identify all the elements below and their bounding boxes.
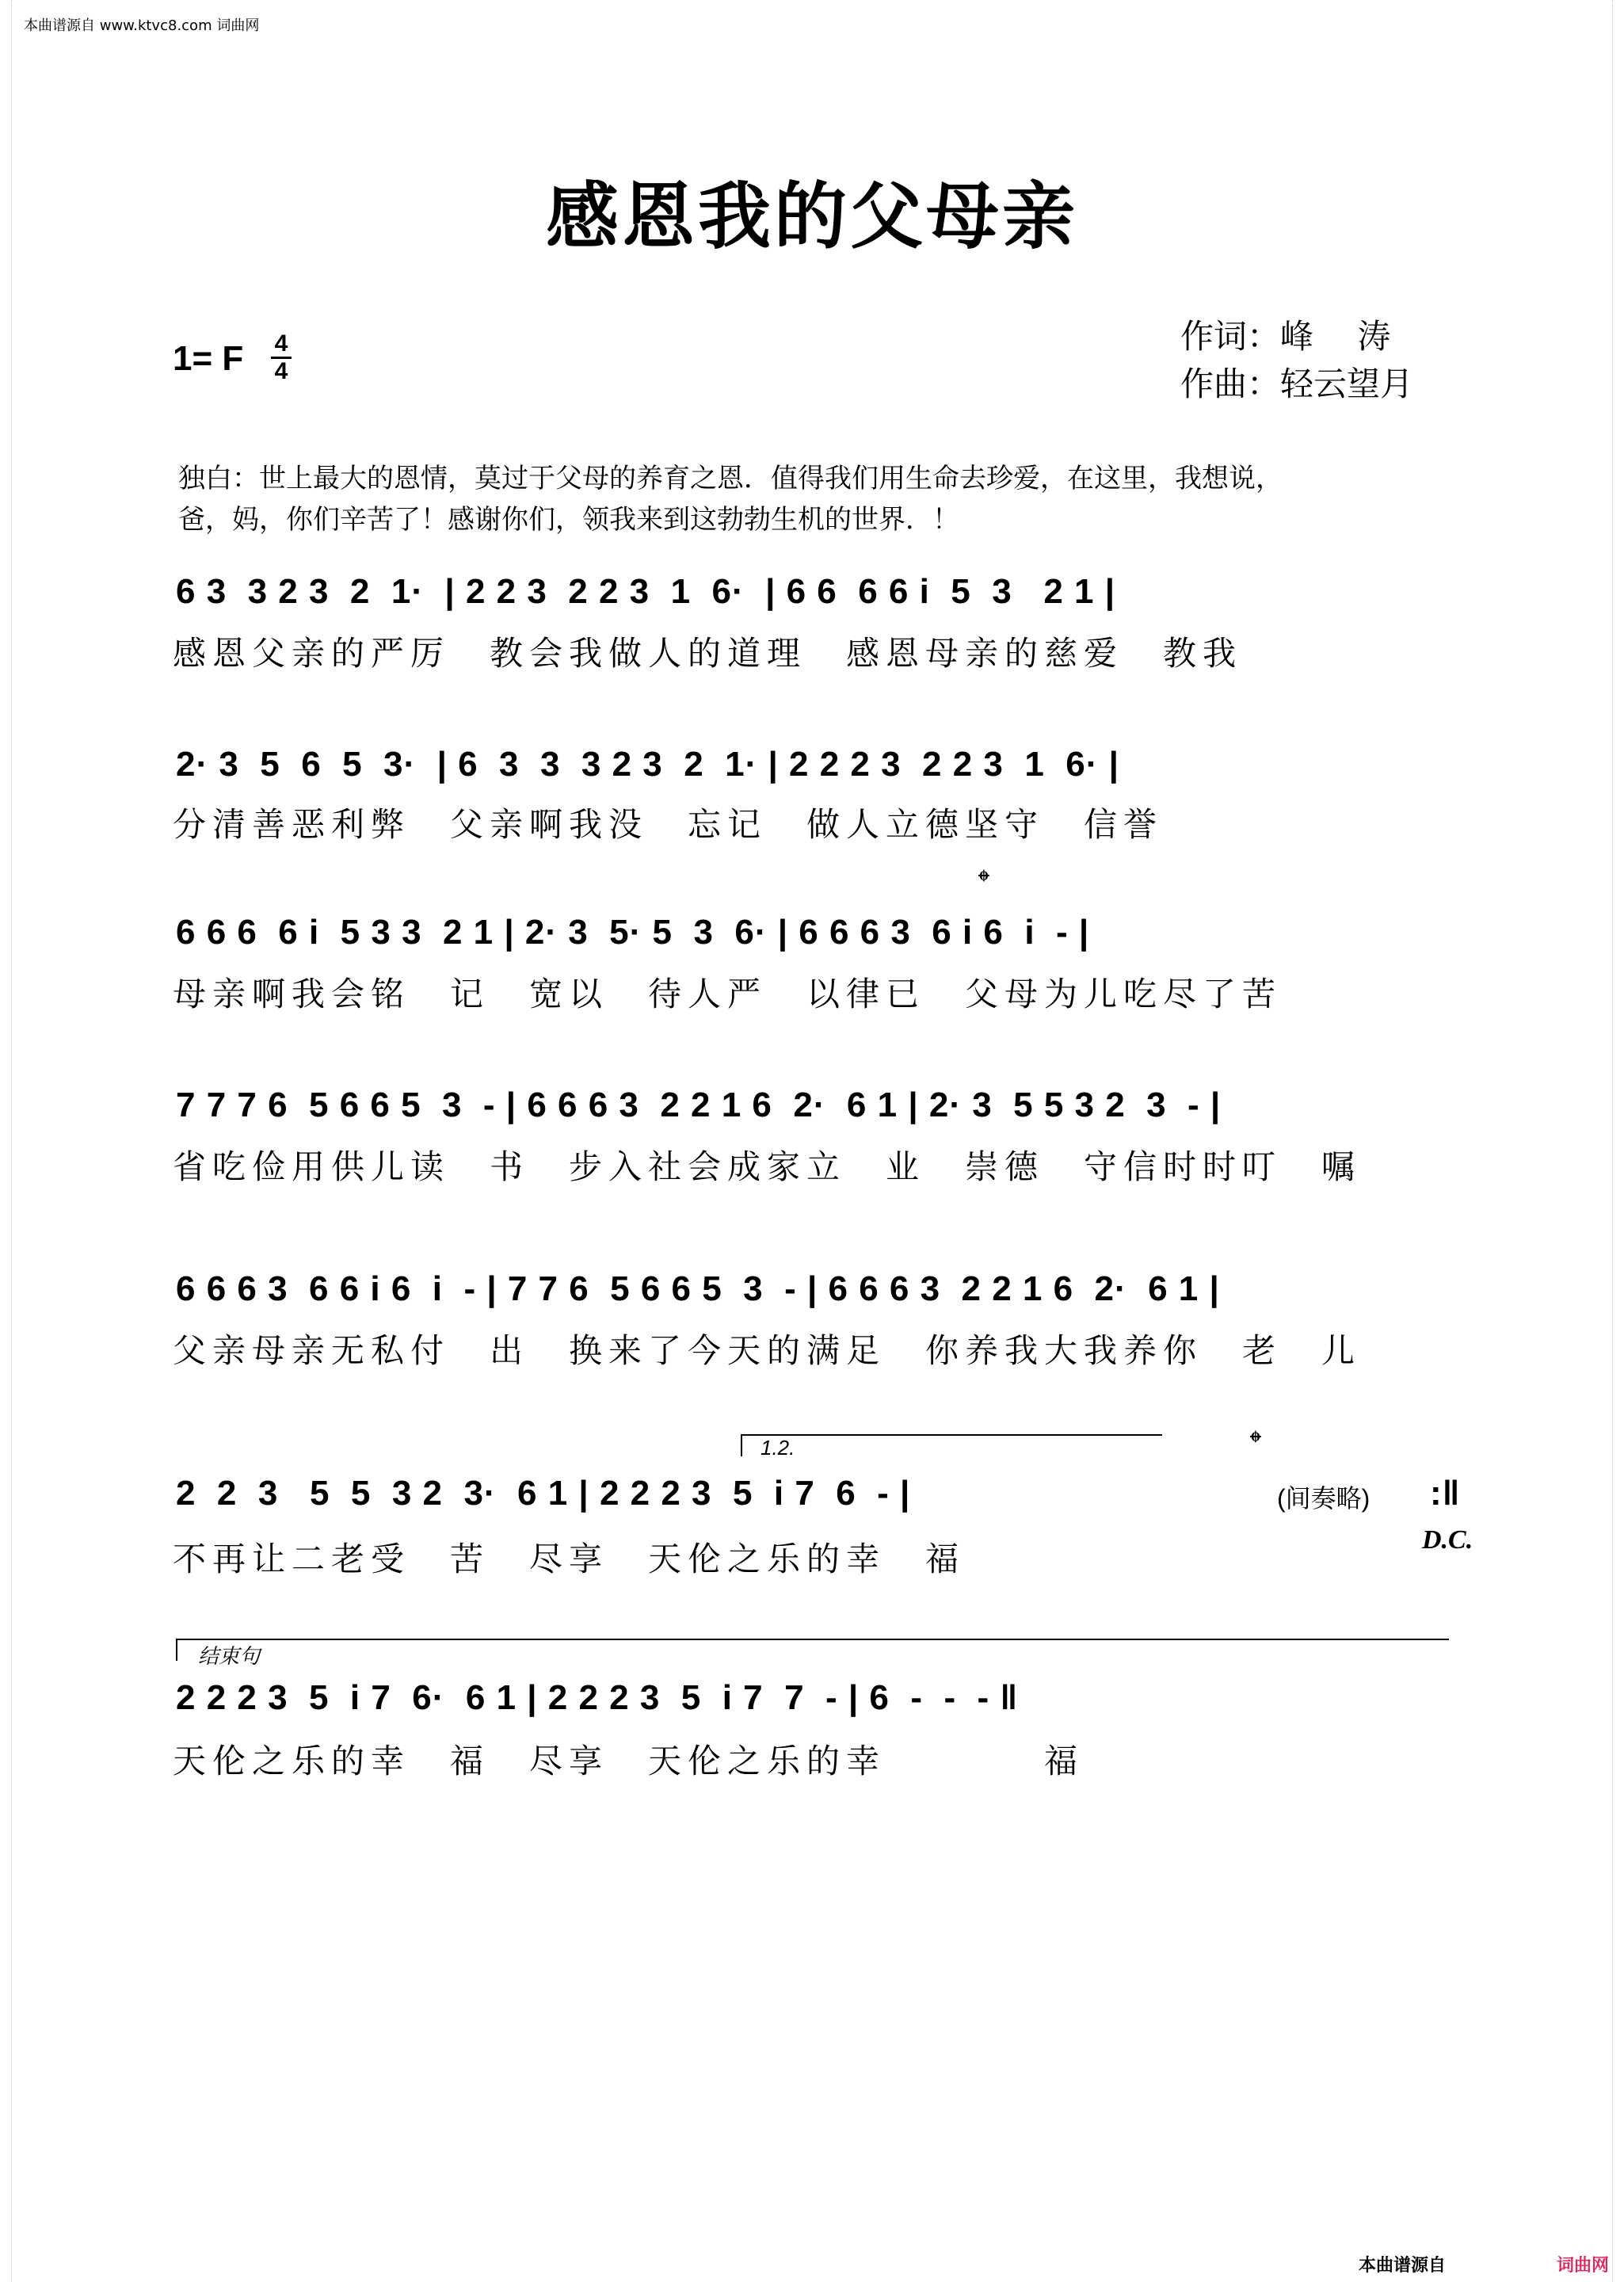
- system-7-notes: 2 2 2 3 5 i 7 6· 6 1 | 2 2 2 3 5 i 7 7 - | 6 - - - ‖: [176, 1678, 1019, 1717]
- source-header: 本曲谱源自 www.ktvc8.com 词曲网: [24, 17, 260, 34]
- system-1-lyrics: 感恩父亲的严厉 教会我做人的道理 感恩母亲的慈爱 教我: [173, 634, 1243, 673]
- left-margin-watermark-strip: [0, 0, 12, 2282]
- system-2-lyrics: 分清善恶利弊 父亲啊我没 忘记 做人立德坚守 信誉: [173, 805, 1164, 844]
- footer-source-label: 本曲谱源自: [1359, 2256, 1447, 2276]
- system-4-notes: 7 7 7 6 5 6 6 5 3 - | 6 6 6 3 2 2 1 6 2· 6 1 | 2· 3 5 5 3 2 3 - |: [176, 1086, 1222, 1124]
- system-7-lyrics: 天伦之乐的幸 福 尽享 天伦之乐的幸 福: [173, 1742, 1085, 1780]
- volta-bracket: [741, 1434, 1162, 1456]
- right-margin-watermark-strip: [1612, 0, 1624, 2282]
- system-2-notes: 2· 3 5 6 5 3· | 6 3 3 3 2 3 2 1· | 2 2 2 3 2 2 3 1 6· |: [176, 745, 1119, 784]
- composer-credit: 作曲：轻云望月: [1180, 364, 1414, 403]
- system-1-notes: 6 3 3 2 3 2 1· | 2 2 3 2 2 3 1 6· | 6 6 6 6 i 5 3 2 1 |: [176, 572, 1116, 611]
- da-capo-marking: D.C.: [1422, 1525, 1473, 1555]
- ending-bracket: [176, 1639, 1449, 1661]
- monologue-line-1: 独白：世上最大的恩情，莫过于父母的养育之恩．值得我们用生命去珍爱，在这里，我想说，: [178, 463, 1283, 494]
- key-signature: 1= F: [173, 339, 244, 378]
- time-signature: [271, 331, 292, 384]
- footer-site-name: 词曲网: [1557, 2256, 1610, 2276]
- time-signature-bottom: 4: [274, 358, 288, 384]
- system-5-lyrics: 父亲母亲无私付 出 换来了今天的满足 你养我大我养你 老 儿: [173, 1331, 1362, 1370]
- ending-label: 结束句: [198, 1644, 261, 1668]
- lyricist-credit: 作词：峰 涛: [1180, 317, 1391, 356]
- repeat-end-sign: :‖: [1430, 1474, 1461, 1513]
- system-3-notes: 6 6 6 6 i 5 3 3 2 1 | 2· 3 5· 5 3 6· | 6 6 6 3 6 i 6 i - |: [176, 913, 1090, 952]
- system-4-lyrics: 省吃俭用供儿读 书 步入社会成家立 业 崇德 守信时时叮 嘱: [173, 1147, 1362, 1186]
- system-5-notes: 6 6 6 3 6 6 i 6 i - | 7 7 6 5 6 6 5 3 - | 6 6 6 3 2 2 1 6 2· 6 1 |: [176, 1269, 1220, 1308]
- time-signature-top: 4: [271, 331, 292, 359]
- coda-sign-1: 𝄌: [978, 864, 989, 900]
- credits: [1180, 313, 1413, 408]
- coda-sign-2: 𝄌: [1250, 1425, 1261, 1461]
- interlude-note: (间奏略): [1277, 1484, 1370, 1513]
- monologue: [178, 458, 1446, 540]
- system-6-lyrics: 不再让二老受 苦 尽享 天伦之乐的幸 福: [173, 1540, 966, 1578]
- volta-label: 1.2.: [761, 1436, 795, 1460]
- monologue-line-2: 爸，妈，你们辛苦了！感谢你们，领我来到这勃勃生机的世界．！: [178, 504, 959, 536]
- system-3-lyrics: 母亲啊我会铭 记 宽以 待人严 以律已 父母为儿吃尽了苦: [173, 975, 1283, 1013]
- system-6-notes: 2 2 3 5 5 3 2 3· 6 1 | 2 2 2 3 5 i 7 6 - |: [176, 1474, 911, 1513]
- song-title: 感恩我的父母亲: [545, 174, 1078, 259]
